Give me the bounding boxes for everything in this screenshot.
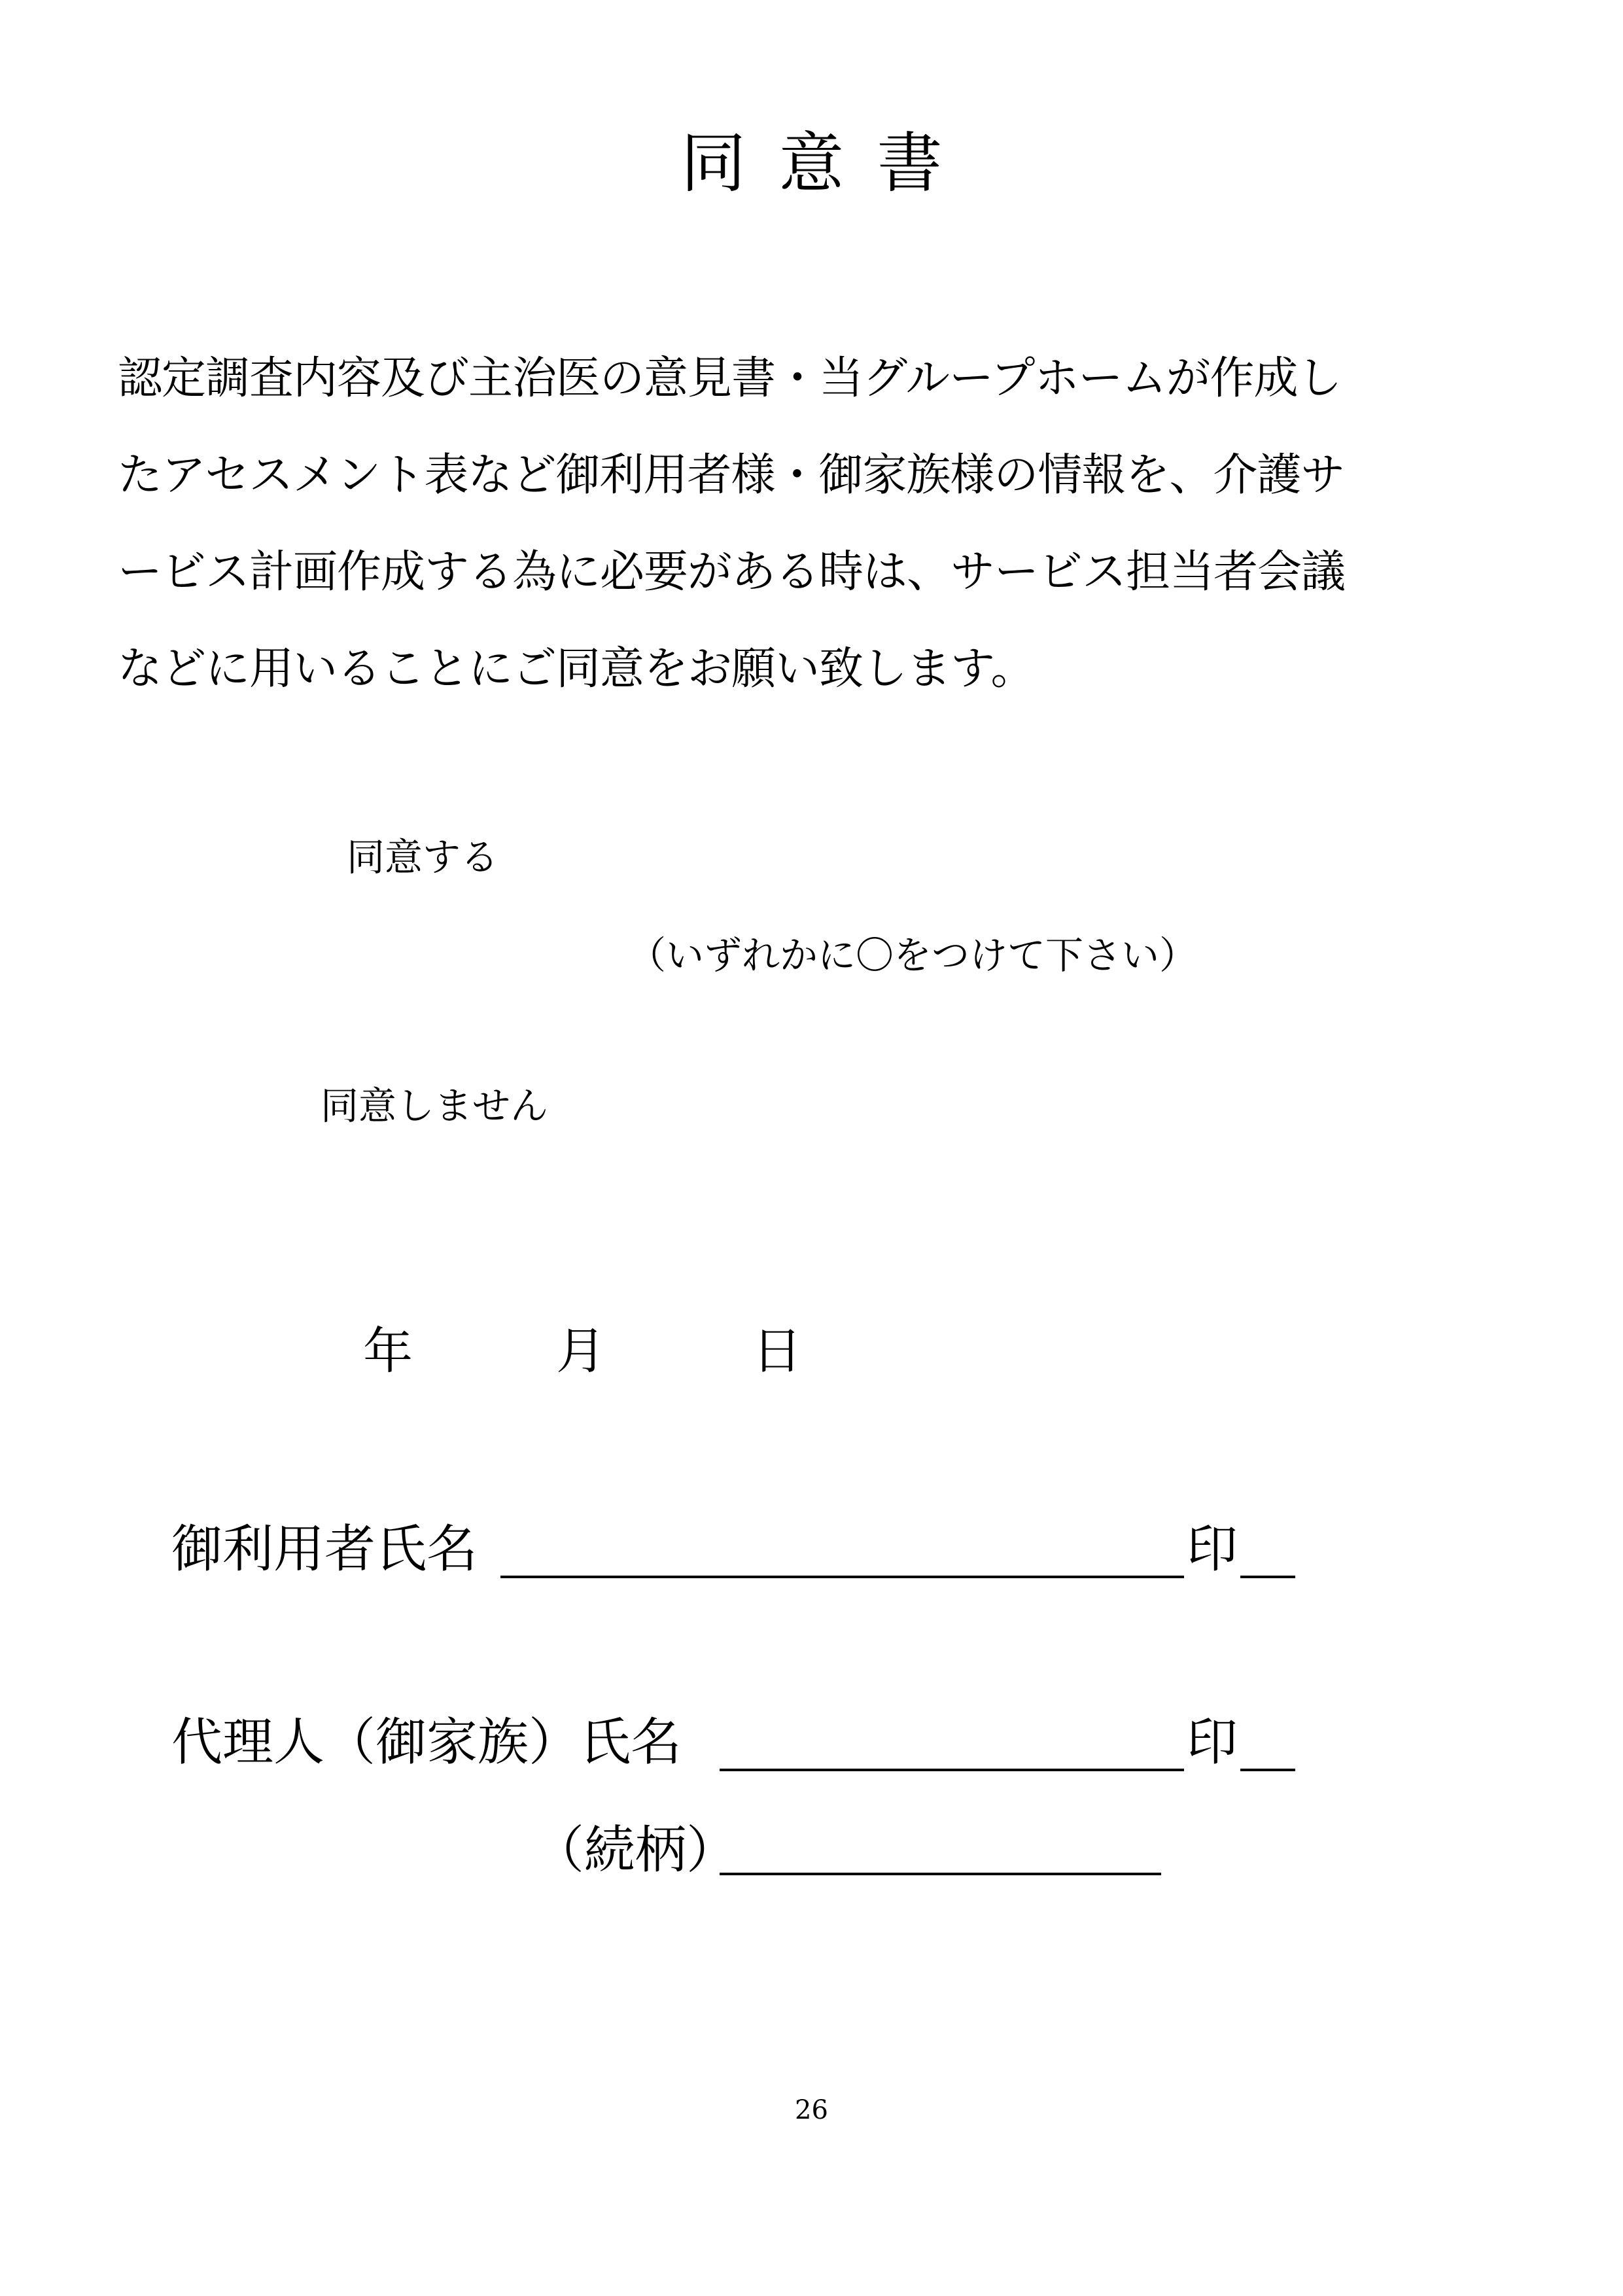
paragraph-line: ービス計画作成する為に必要がある時は、サービス担当者会議 xyxy=(118,546,1346,598)
paragraph-line: たアセスメント表など御利用者様・御家族様の情報を、介護サ xyxy=(118,450,1345,501)
option-agree: 同意する xyxy=(347,835,499,879)
relation-label: （続柄） xyxy=(533,1821,738,1880)
date-year-label: 年 xyxy=(363,1322,413,1380)
agent-seal-mark: 印 xyxy=(1184,1711,1240,1774)
agent-name-label: 代理人（御家族）氏名 xyxy=(171,1713,682,1772)
option-instruction: （いずれかに〇をつけて下さい） xyxy=(628,933,1198,978)
page-number: 26 xyxy=(795,2095,828,2125)
user-name-line xyxy=(500,1576,1295,1578)
user-name-label: 御利用者氏名 xyxy=(171,1520,478,1579)
user-seal-mark: 印 xyxy=(1184,1518,1240,1581)
date-day-label: 日 xyxy=(752,1322,802,1380)
option-disagree: 同意しません xyxy=(321,1084,549,1128)
paragraph-line: などに用いることにご同意をお願い致します。 xyxy=(118,643,1035,695)
date-month-label: 月 xyxy=(556,1322,606,1380)
paragraph-line: 認定調査内容及び主治医の意見書・当グループホームが作成し xyxy=(118,353,1342,404)
page-title: 同意書 xyxy=(680,125,975,202)
consent-paragraph xyxy=(118,330,1524,718)
relation-line xyxy=(720,1873,1161,1875)
